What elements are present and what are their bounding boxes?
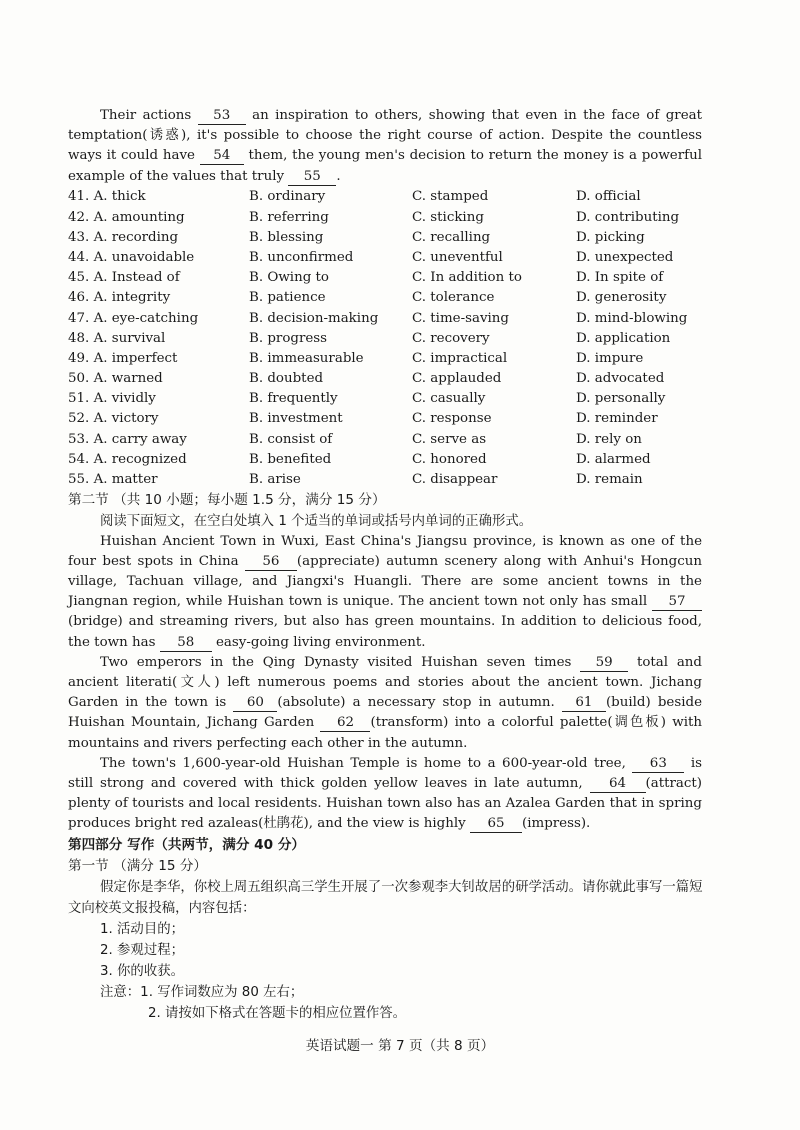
text: Their actions — [100, 108, 192, 123]
option-row — [0, 328, 800, 348]
option-d: D. In spite of — [576, 270, 664, 286]
option-d: D. personally — [576, 391, 666, 407]
question-number: 55. — [68, 472, 90, 488]
text: is still strong and covered with thick golden yellow leaves in late autumn, — [68, 755, 702, 792]
option-a-text: A. victory — [93, 411, 159, 427]
blank-53: 53 — [198, 107, 246, 125]
blank-62: 62 — [320, 714, 370, 732]
option-row — [0, 449, 800, 469]
option-b: B. progress — [249, 330, 328, 346]
option-row — [0, 207, 800, 227]
option-c: C. recalling — [412, 229, 491, 245]
option-a-text: A. recognized — [93, 451, 187, 467]
blank-54: 54 — [200, 147, 244, 165]
text: (appreciate) autumn scenery along with Anhui's Hongcun village, Tachuan village, and Jiangxi's Huangli. There are some ancient towns in the Jiangnan region, while Huishan town is unique. The ancient town not only has small — [68, 553, 702, 610]
option-a-text: A. eye-catching — [93, 310, 199, 326]
option-c: C. uneventful — [412, 249, 503, 265]
option-row — [0, 389, 800, 409]
passage-paragraph-3 — [68, 754, 702, 835]
section2-instruction: 阅读下面短文，在空白处填入 1 个适当的单词或括号内单词的正确形式。 — [100, 513, 533, 529]
option-c: C. casually — [412, 391, 486, 407]
option-c: C. recovery — [412, 330, 490, 346]
option-a — [68, 230, 178, 245]
option-a-text: A. amounting — [93, 209, 185, 225]
option-b: B. patience — [249, 290, 326, 306]
passage-paragraph-1 — [68, 532, 702, 653]
option-a — [68, 452, 187, 467]
answer-options-list — [0, 187, 800, 490]
option-a-text: A. recording — [93, 229, 179, 245]
option-a-text: A. matter — [93, 472, 158, 488]
option-a — [68, 391, 156, 406]
option-a — [68, 311, 198, 326]
prompt-item-3: 3. 你的收获。 — [100, 963, 184, 979]
option-row — [0, 187, 800, 207]
blank-65: 65 — [470, 815, 522, 833]
question-number: 48. — [68, 330, 90, 346]
option-b: B. frequently — [249, 391, 338, 407]
question-number: 47. — [68, 310, 90, 326]
option-d: D. advocated — [576, 371, 665, 387]
option-a — [68, 270, 180, 285]
blank-61: 61 — [562, 694, 606, 712]
option-a — [68, 290, 170, 305]
option-d: D. unexpected — [576, 249, 674, 265]
option-b: B. consist of — [249, 431, 333, 447]
option-d: D. mind-blowing — [576, 310, 688, 326]
question-number: 45. — [68, 270, 90, 286]
option-c: C. In addition to — [412, 270, 522, 286]
text: Two emperors in the Qing Dynasty visited Huishan seven times — [100, 654, 572, 670]
option-a — [68, 472, 158, 487]
question-number: 49. — [68, 350, 90, 366]
part4-heading: 第四部分 写作（共两节，满分 40 分） — [68, 836, 306, 853]
option-b: B. benefited — [249, 451, 332, 467]
option-d: D. official — [576, 189, 641, 205]
option-d: D. contributing — [576, 209, 680, 225]
option-d: D. alarmed — [576, 451, 651, 467]
option-b: B. doubted — [249, 371, 324, 387]
option-d: D. remain — [576, 472, 643, 488]
blank-55: 55 — [288, 168, 336, 186]
option-a-text: A. Instead of — [93, 270, 180, 286]
option-c: C. time-saving — [412, 310, 509, 326]
option-a-text: A. imperfect — [93, 350, 178, 366]
question-number: 54. — [68, 451, 90, 467]
text: (attract) plenty of tourists and local residents. Huishan town also has an Azalea Garden that in spring produces bright red azaleas(杜鹃花), and the view is highly — [68, 776, 703, 832]
option-d: D. reminder — [576, 411, 658, 427]
cloze-closing-paragraph — [68, 106, 702, 187]
prompt-item-1: 1. 活动目的； — [100, 921, 184, 937]
option-a — [68, 250, 194, 265]
option-a — [68, 189, 146, 204]
option-b: B. ordinary — [249, 189, 326, 205]
option-c: C. impractical — [412, 350, 508, 366]
text: easy-going living environment. — [215, 634, 426, 650]
option-a — [68, 432, 187, 447]
text: (transform) into a colorful palette(调色板) with mountains and rivers perfecting each other in the autumn. — [68, 715, 703, 751]
option-row — [0, 369, 800, 389]
blank-58: 58 — [160, 634, 212, 652]
option-b: B. unconfirmed — [249, 249, 354, 265]
text: The town's 1,600-year-old Huishan Temple is home to a 600-year-old tree, — [100, 755, 626, 771]
question-number: 53. — [68, 431, 90, 447]
blank-57: 57 — [652, 593, 702, 611]
option-row — [0, 429, 800, 449]
text: (bridge) and streaming rivers, but also has green mountains. In addition to delicious food, the town has — [68, 614, 702, 650]
option-a-text: A. carry away — [93, 431, 187, 447]
blank-63: 63 — [632, 755, 684, 773]
question-number: 46. — [68, 290, 90, 306]
option-c: C. response — [412, 411, 492, 427]
option-d: D. picking — [576, 229, 645, 245]
question-number: 52. — [68, 411, 90, 427]
option-row — [0, 247, 800, 267]
option-a — [68, 371, 163, 386]
option-row — [0, 288, 800, 308]
writing-prompt: 假定你是李华，你校上周五组织高三学生开展了一次参观李大钊故居的研学活动。请你就此事写一篇短文向校英文报投稿，内容包括： — [68, 879, 703, 916]
part4-sub-heading: 第一节 （满分 15 分） — [68, 857, 208, 874]
text: Huishan Ancient Town in Wuxi, East China's Jiangsu province, is known as one of the four best spots in China — [68, 533, 702, 569]
option-c: C. tolerance — [412, 290, 495, 306]
text: (impress). — [521, 816, 591, 832]
option-a-text: A. vividly — [93, 391, 156, 407]
option-b: B. Owing to — [249, 270, 329, 286]
option-row — [0, 348, 800, 368]
question-number: 51. — [68, 391, 90, 407]
option-c: C. serve as — [412, 431, 487, 447]
text: an inspiration to others, showing that even in the face of great temptation(诱惑), it's possible to choose the right course of action. Despite the countless ways it could have — [68, 108, 702, 164]
text: total and ancient literati(文人) left numerous poems and stories about the ancient town. Jichang Garden in the town is — [68, 654, 703, 711]
option-b: B. referring — [249, 209, 329, 225]
blank-59: 59 — [580, 654, 628, 672]
option-a-text: A. warned — [93, 371, 163, 387]
option-c: C. sticking — [412, 209, 484, 225]
option-b: B. immeasurable — [249, 350, 364, 366]
note-2: 2. 请按如下格式在答题卡的相应位置作答。 — [148, 1005, 407, 1021]
option-b: B. investment — [249, 411, 343, 427]
option-d: D. generosity — [576, 290, 667, 306]
option-row — [0, 409, 800, 429]
option-c: C. stamped — [412, 189, 489, 205]
option-row — [0, 227, 800, 247]
page-footer: 英语试题一 第 7 页（共 8 页） — [305, 1038, 495, 1054]
option-d: D. application — [576, 330, 671, 346]
blank-56: 56 — [245, 553, 297, 571]
prompt-item-2: 2. 参观过程； — [100, 942, 184, 958]
option-a-text: A. survival — [93, 330, 166, 346]
option-d: D. rely on — [576, 431, 642, 447]
question-number: 41. — [68, 189, 90, 205]
text: (build) beside Huishan Mountain, Jichang Garden — [68, 695, 702, 731]
option-row — [0, 268, 800, 288]
option-a — [68, 411, 159, 426]
option-a-text: A. unavoidable — [93, 249, 195, 265]
option-c: C. honored — [412, 451, 487, 467]
section2-heading: 第二节 （共 10 小题；每小题 1.5 分，满分 15 分） — [68, 491, 386, 508]
question-number: 50. — [68, 371, 90, 387]
option-row — [0, 469, 800, 489]
text: (absolute) a necessary stop in autumn. — [277, 695, 555, 711]
question-number: 43. — [68, 229, 90, 245]
option-a — [68, 210, 185, 225]
option-a — [68, 351, 177, 366]
blank-64: 64 — [590, 775, 646, 793]
option-row — [0, 308, 800, 328]
note-1: 注意：1. 写作词数应为 80 左右； — [100, 984, 304, 1000]
question-number: 42. — [68, 209, 90, 225]
option-b: B. arise — [249, 472, 301, 488]
option-a-text: A. integrity — [93, 290, 171, 306]
option-d: D. impure — [576, 350, 644, 366]
option-b: B. decision-making — [249, 310, 379, 326]
blank-60: 60 — [233, 694, 277, 712]
option-a — [68, 331, 165, 346]
option-a-text: A. thick — [93, 189, 146, 205]
option-c: C. applauded — [412, 371, 502, 387]
text: them, the young men's decision to return the money is a powerful example of the values that truly — [68, 148, 702, 184]
option-c: C. disappear — [412, 472, 498, 488]
passage-paragraph-2 — [68, 653, 702, 754]
question-number: 44. — [68, 249, 90, 265]
option-b: B. blessing — [249, 229, 324, 245]
text: . — [336, 168, 341, 184]
